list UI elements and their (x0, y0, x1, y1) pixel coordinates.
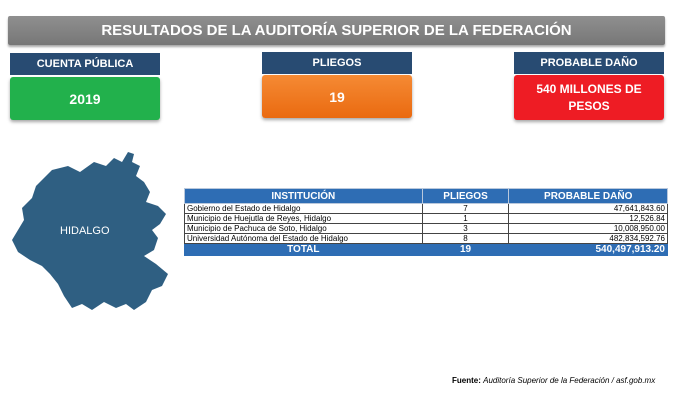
institucion-cell: Municipio de Huejutla de Reyes, Hidalgo (185, 214, 423, 224)
dano-cell: 10,008,950.00 (509, 224, 668, 234)
table-row (185, 204, 668, 214)
page-title: RESULTADOS DE LA AUDITORÍA SUPERIOR DE LA FEDERACIÓN (8, 16, 665, 45)
source-label: Fuente: (452, 376, 481, 385)
hidalgo-map-label: HIDALGO (60, 225, 110, 237)
dano-cell: 482,834,592.76 (509, 234, 668, 244)
results-table (184, 188, 668, 256)
source-note (452, 376, 655, 385)
institucion-cell: Municipio de Pachuca de Soto, Hidalgo (185, 224, 423, 234)
dano-cell: 47,641,843.60 (509, 204, 668, 214)
dano-cell: 12,526.84 (509, 214, 668, 224)
total-pliegos: 19 (422, 244, 509, 256)
pliegos-label: PLIEGOS (262, 52, 412, 74)
probable-dano-value: 540 MILLONES DE PESOS (514, 75, 664, 120)
column-header-institucion: INSTITUCIÓN (185, 189, 423, 204)
pliegos-cell: 7 (422, 204, 509, 214)
cuenta-publica-value: 2019 (10, 77, 160, 120)
cuenta-publica-label: CUENTA PÚBLICA (10, 53, 160, 75)
pliegos-value: 19 (262, 75, 412, 118)
hidalgo-map (10, 148, 180, 320)
table-row (185, 234, 668, 244)
pliegos-cell: 3 (422, 224, 509, 234)
institucion-cell: Universidad Autónoma del Estado de Hidalgo (185, 234, 423, 244)
pliegos-cell: 1 (422, 214, 509, 224)
source-text: Auditoría Superior de la Federación / asf.gob.mx (483, 376, 656, 385)
pliegos-cell: 8 (422, 234, 509, 244)
institucion-cell: Gobierno del Estado de Hidalgo (185, 204, 423, 214)
table-row (185, 214, 668, 224)
table-row (185, 224, 668, 234)
table-total-row (185, 244, 668, 256)
column-header-pliegos: PLIEGOS (422, 189, 509, 204)
column-header-probable-dano: PROBABLE DAÑO (509, 189, 668, 204)
total-label: TOTAL (185, 244, 423, 256)
table-header-row (185, 189, 668, 204)
total-dano: 540,497,913.20 (509, 244, 668, 256)
probable-dano-label: PROBABLE DAÑO (514, 52, 664, 74)
